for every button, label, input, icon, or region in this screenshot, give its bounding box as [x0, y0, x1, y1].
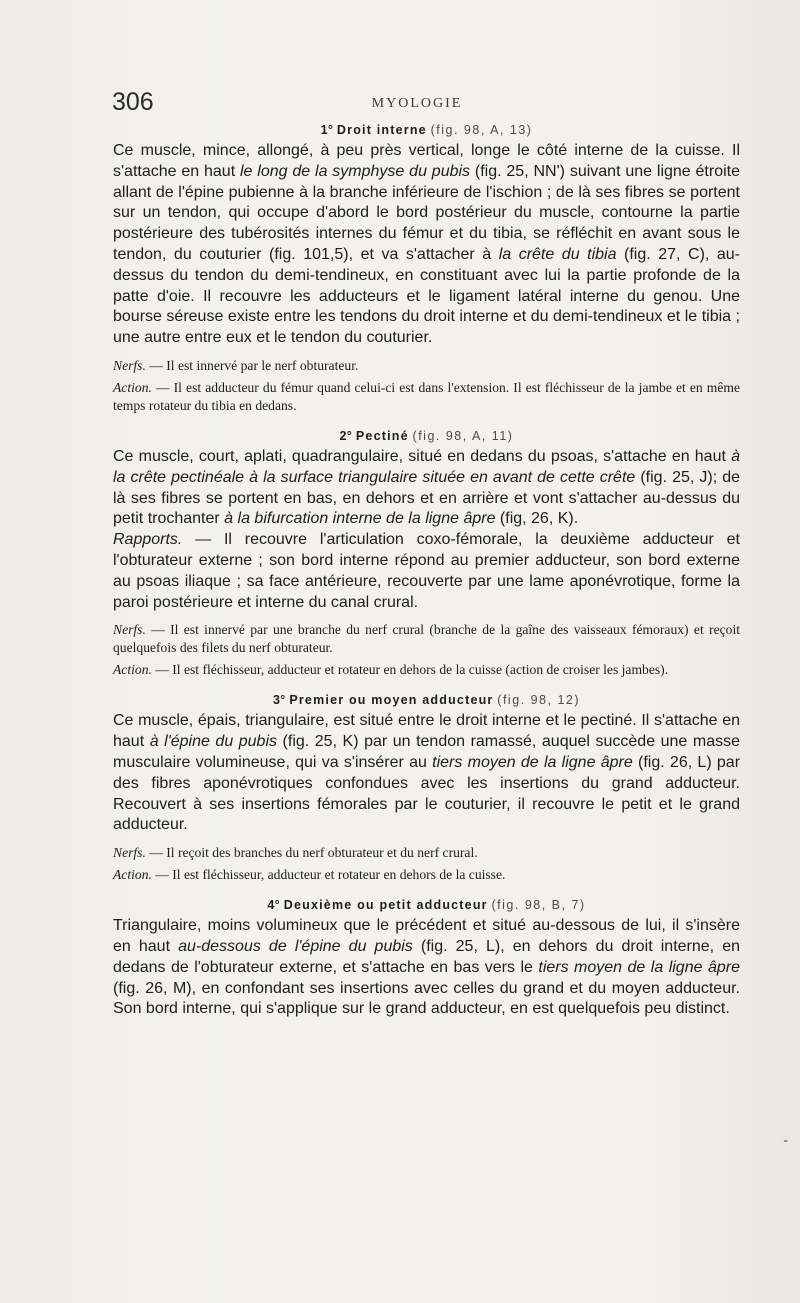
- section-paragraph: [113, 916, 740, 1020]
- body-run: (fig, 26, K).: [495, 510, 579, 528]
- muscle-section: [113, 898, 740, 1020]
- note-paragraph: [113, 357, 740, 375]
- section-heading: [113, 898, 740, 912]
- body-run: Ce muscle, épais, triangulaire, est situé entre le droit interne et le pectiné. Il s'attache en haut: [113, 712, 740, 751]
- section-heading: [113, 429, 740, 443]
- note-paragraph: [113, 621, 740, 657]
- section-gap: [113, 679, 740, 693]
- body-run: Triangulaire, moins volumineux que le précédent et situé au-dessous de lui, il s'insère en haut: [113, 917, 740, 955]
- note-label: Nerfs.: [113, 845, 146, 861]
- rapports-paragraph: [113, 530, 740, 613]
- note-label: Nerfs.: [113, 357, 146, 373]
- emphasis-text: à la crête pectinéale à la surface triangulaire située en avant de cette crête: [113, 447, 740, 486]
- section-heading: [113, 693, 740, 707]
- note-paragraph: [113, 844, 740, 862]
- note-text: — Il est adducteur du fémur quand celui-ci est dans l'extension. Il est fléchisseur de la jambe et en même temps rotateur du tibia en dedans.: [113, 379, 740, 413]
- note-label: Action.: [113, 379, 152, 395]
- muscle-section: [113, 429, 740, 679]
- muscle-section: [113, 693, 740, 884]
- body-run: (fig. 25, J); de là ses fibres se portent en bas, en dehors et en arrière et vont s'attacher au-dessus du petit trochanter: [113, 468, 740, 528]
- note-label: Action.: [113, 867, 152, 883]
- body-run: — Il recouvre l'articulation coxo-fémorale, la deuxième adducteur et l'obturateur externe ; son bord interne répond au premier adducteur, son bord externe au psoas iliaque ; sa face antérieure, recouverte par une lame aponévrotique, forme la paroi postérieure et interne du canal crural.: [113, 531, 740, 611]
- body-run: (fig. 25, L), en dehors du droit interne, en dedans de l'obturateur externe, et s'attache en bas vers le: [113, 937, 741, 976]
- emphasis-text: Rapports.: [113, 531, 183, 549]
- note-text: — Il est innervé par une branche du nerf crural (branche de la gaîne des vaisseaux fémoraux) et reçoit quelquefois des filets du nerf obturateur.: [113, 622, 740, 656]
- running-head: [112, 88, 722, 118]
- section-gap: [113, 884, 740, 898]
- note-label: Action.: [113, 662, 152, 678]
- emphasis-text: au-dessous de l'épine du pubis: [178, 937, 413, 955]
- emphasis-text: à l'épine du pubis: [149, 733, 278, 751]
- stray-mark: -: [783, 1133, 788, 1148]
- emphasis-text: à la bifurcation interne de la ligne âpre: [224, 510, 496, 528]
- section-number: 1°: [320, 123, 334, 137]
- section-paragraph: [113, 141, 740, 349]
- figure-reference: (fig. 98, 12): [497, 693, 581, 708]
- note-paragraph: [113, 379, 740, 415]
- page-content: [113, 123, 740, 1020]
- body-run: (fig. 25, K) par un tendon ramassé, auquel succède une masse musculaire volumineuse, qui va s'insérer au: [113, 733, 740, 771]
- note-text: — Il reçoit des branches du nerf obturateur et du nerf crural.: [145, 845, 478, 861]
- emphasis-text: la crête du tibia: [498, 245, 617, 263]
- section-number: 4°: [267, 898, 280, 913]
- body-run: (fig. 26, M), en confondant ses insertions avec celles du grand et du moyen adducteur. Son bord interne, qui s'applique sur le grand adducteur, en est quelquefois peu distinct.: [113, 979, 740, 1018]
- note-paragraph: [113, 661, 740, 679]
- figure-reference: (fig. 98, A, 11): [412, 428, 514, 443]
- note-paragraph: [113, 866, 740, 884]
- section-title: Premier ou moyen adducteur: [289, 693, 494, 708]
- body-run: Ce muscle, mince, allongé, à peu près vertical, longe le côté interne de la cuisse. Il s'attache en haut: [113, 142, 740, 180]
- body-run: Ce muscle, court, aplati, quadrangulaire, situé en dedans du psoas, s'attache en haut: [113, 447, 732, 465]
- emphasis-text: tiers moyen de la ligne âpre: [538, 958, 740, 976]
- note-text: — Il est fléchisseur, adducteur et rotateur en dehors de la cuisse (action de croiser les jambes).: [151, 662, 669, 678]
- emphasis-text: le long de la symphyse du pubis: [240, 162, 471, 180]
- section-title: Pectiné: [355, 428, 409, 443]
- note-text: — Il est fléchisseur, adducteur et rotateur en dehors de la cuisse.: [151, 867, 506, 883]
- section-paragraph: [113, 711, 740, 836]
- note-text: — Il est innervé par le nerf obturateur.: [145, 357, 359, 373]
- section-title: Deuxième ou petit adducteur: [283, 898, 488, 913]
- body-run: (fig. 26, L) par des fibres aponévrotiques confondues avec les insertions du grand adducteur. Recouvert à ses insertions fémorales par le couturier, il recouvre le petit et le grand adducteur.: [113, 753, 741, 834]
- section-title: Droit interne: [336, 123, 427, 137]
- page-number: 306: [112, 88, 154, 116]
- figure-reference: (fig. 98, A, 13): [430, 123, 533, 137]
- body-run: (fig. 25, NN') suivant une ligne étroite allant de l'épine pubienne à la branche inférieure de l'ischion ; de là ses fibres se portent sur un tendon, qui occupe d'abord le bord postérieur du muscle, contourne la partie postérieure des tubérosités internes du fémur et du tibia, se réfléchit en avant sous le tendon, du couturier (fig. 101,5), et va s'attacher à: [113, 162, 741, 263]
- section-heading: [113, 123, 740, 137]
- body-run: (fig. 27, C), au-dessus du tendon du demi-tendineux, en constituant avec lui la partie profonde de la patte d'oie. Il recouvre les adducteurs et le ligament latéral interne du genou. Une bourse séreuse existe entre les tendons du droit interne et du demi-tendineux et le tibia ; une autre entre eux et le tendon du couturier.: [113, 245, 740, 347]
- section-paragraph: [113, 447, 740, 530]
- section-number: 2°: [339, 428, 353, 443]
- running-title: MYOLOGIE: [371, 96, 463, 111]
- muscle-section: [113, 123, 740, 415]
- section-number: 3°: [272, 693, 286, 708]
- note-label: Nerfs.: [113, 622, 146, 638]
- section-gap: [113, 415, 740, 429]
- figure-reference: (fig. 98, B, 7): [491, 898, 586, 913]
- emphasis-text: tiers moyen de la ligne âpre: [432, 753, 633, 771]
